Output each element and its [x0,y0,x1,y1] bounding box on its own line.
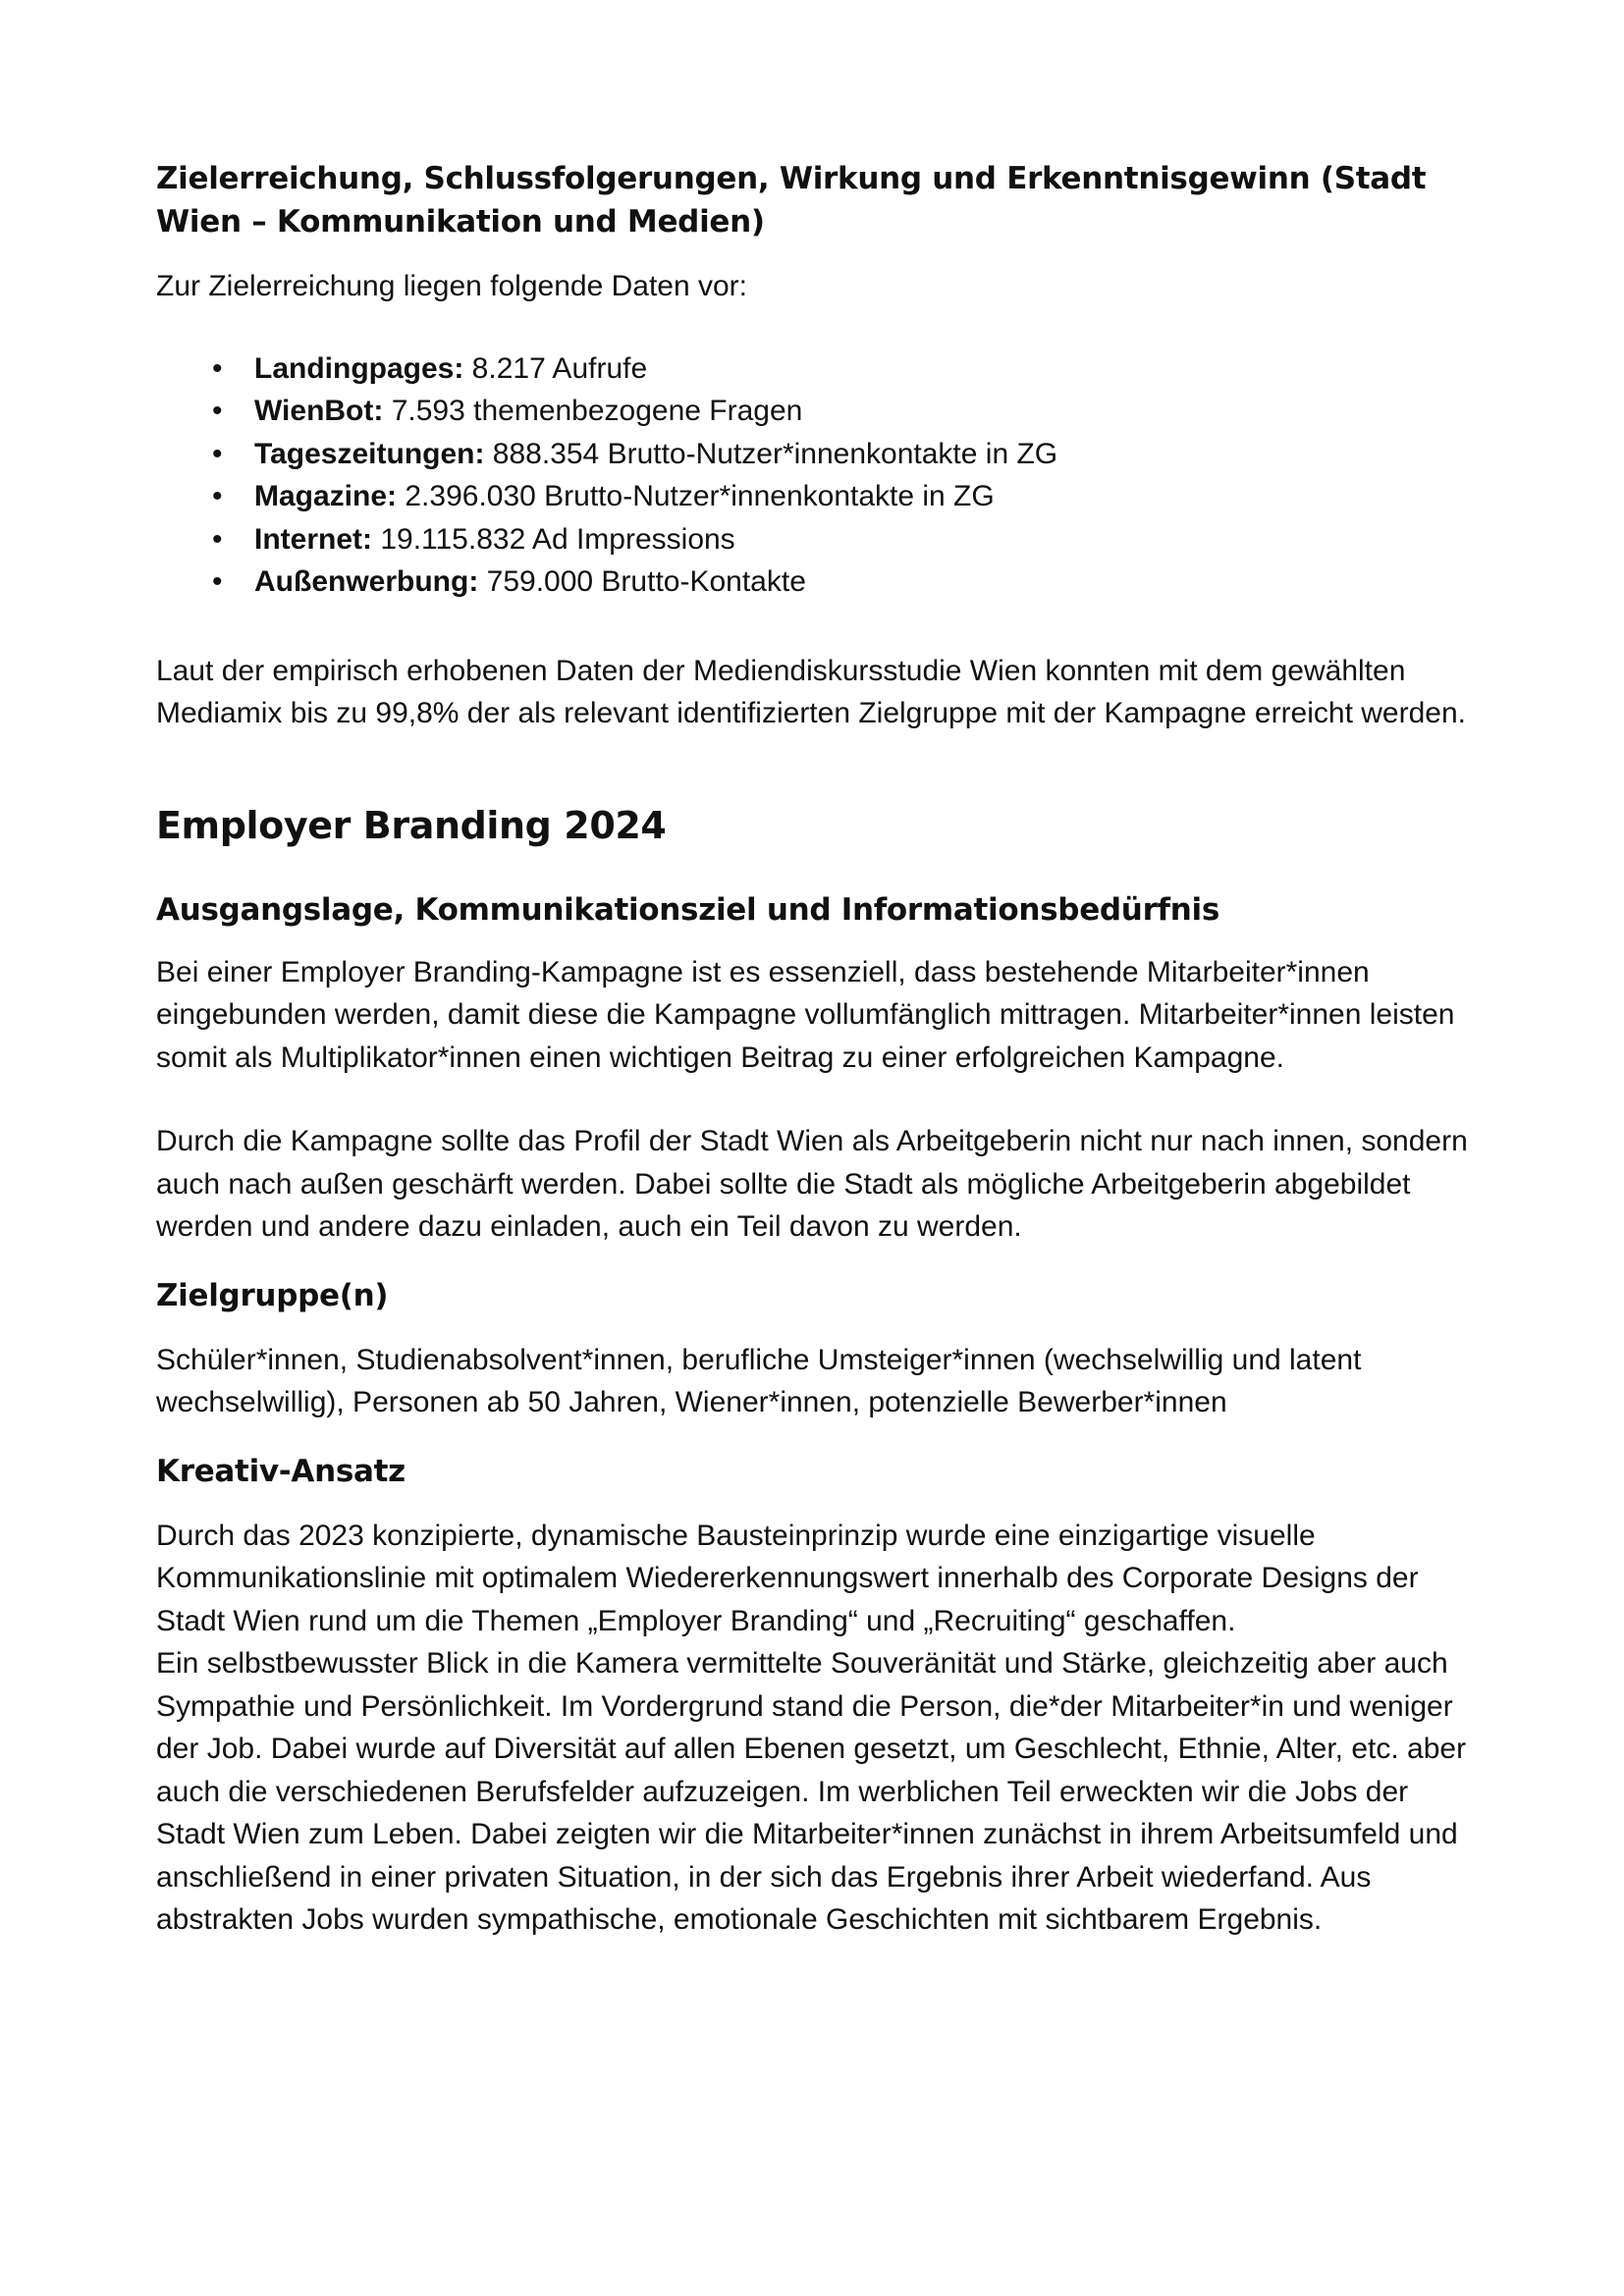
results-list [156,347,1472,604]
bullet-icon: • [212,437,223,470]
list-item [156,347,1472,391]
section-heading-zielerreichung: Zielerreichung, Schlussfolgerungen, Wirkung und Erkenntnisgewinn (Stadt Wien – Kommunikation und Medien) [156,161,1427,240]
page-title-employer-branding: Employer Branding 2024 [156,803,667,847]
ausgangslage-paragraph-2: Durch die Kampagne sollte das Profil der Stadt Wien als Arbeitgeberin nicht nur nach innen, sondern auch nach außen geschärft werden. Dabei sollte die Stadt als mögliche Arbeitgeberin abgebildet werden und andere dazu einladen, auch ein Teil davon zu werden. [156,1125,1468,1243]
list-item [156,390,1472,433]
bullet-icon: • [212,565,223,598]
list-item-label: Landingpages: [254,351,464,385]
list-item [156,518,1472,561]
list-item [156,433,1472,476]
list-item-value: 8.217 Aufrufe [463,351,648,385]
list-item-value: 2.396.030 Brutto-Nutzer*innenkontakte in ZG [397,480,995,512]
list-item-label: Internet: [254,522,372,556]
list-item-value: 888.354 Brutto-Nutzer*innenkontakte in ZG [484,437,1058,470]
kreativ-paragraph-1: Durch das 2023 konzipierte, dynamische Bausteinprinzip wurde eine einzigartige visuelle Kommunikationslinie mit optimalem Wiedererkennungswert innerhalb des Corporate Designs der Stadt Wien rund um die Themen „Employer Branding“ und „Recruiting“ geschaffen. [156,1519,1419,1637]
document-page [156,157,1472,1942]
bullet-icon: • [212,480,223,512]
list-item-value: 7.593 themenbezogene Fragen [383,395,803,427]
zielgruppe-paragraph: Schüler*innen, Studienabsolvent*innen, berufliche Umsteiger*innen (wechselwillig und latent wechselwillig), Personen ab 50 Jahren, Wiener*innen, potenzielle Bewerber*innen [156,1343,1362,1418]
section-heading-ausgangslage: Ausgangslage, Kommunikationsziel und Informationsbedürfnis [156,891,1219,928]
list-item-label: Tageszeitungen: [254,437,485,470]
list-item-label: WienBot: [254,395,384,427]
intro-text: Zur Zielerreichung liegen folgende Daten vor: [156,270,748,302]
list-item-value: 759.000 Brutto-Kontakte [478,565,806,598]
list-item-label: Außenwerbung: [254,565,479,598]
conclusion-paragraph: Laut der empirisch erhobenen Daten der Mediendiskursstudie Wien konnten mit dem gewählten Mediamix bis zu 99,8% der als relevant identifizierten Zielgruppe mit der Kampagne erreicht werden. [156,654,1466,729]
kreativ-paragraph-2: Ein selbstbewusster Blick in die Kamera vermittelte Souveränität und Stärke, gleichzeitig aber auch Sympathie und Persönlichkeit. Im Vordergrund stand die Person, die*der Mitarbeiter*in und weniger der Job. Dabei wurde auf Diversität auf allen Ebenen gesetzt, um Geschlecht, Ethnie, Alter, etc. aber auch die verschiedenen Berufsfelder aufzuzeigen. Im werblichen Teil erweckten wir die Jobs der Stadt Wien zum Leben. Dabei zeigten wir die Mitarbeiter*innen zunächst in ihrem Arbeitsumfeld und anschließend in einer privaten Situation, in der sich das Ergebnis ihrer Arbeit wiederfand. Aus abstrakten Jobs wurden sympathische, emotionale Geschichten mit sichtbarem Ergebnis. [156,1647,1467,1936]
bullet-icon: • [212,522,223,556]
list-item [156,475,1472,518]
bullet-icon: • [212,395,223,427]
bullet-icon: • [212,351,223,385]
section-heading-zielgruppe: Zielgruppe(n) [156,1277,389,1313]
ausgangslage-paragraph-1: Bei einer Employer Branding-Kampagne ist es essenziell, dass bestehende Mitarbeiter*innen eingebunden werden, damit diese die Kampagne vollumfänglich mittragen. Mitarbeiter*innen leisten somit als Multiplikator*innen einen wichtigen Beitrag zu einer erfolgreichen Kampagne. [156,955,1455,1074]
list-item [156,561,1472,604]
list-item-label: Magazine: [254,480,398,512]
section-heading-kreativ-ansatz: Kreativ-Ansatz [156,1453,406,1489]
list-item-value: 19.115.832 Ad Impressions [372,522,735,556]
